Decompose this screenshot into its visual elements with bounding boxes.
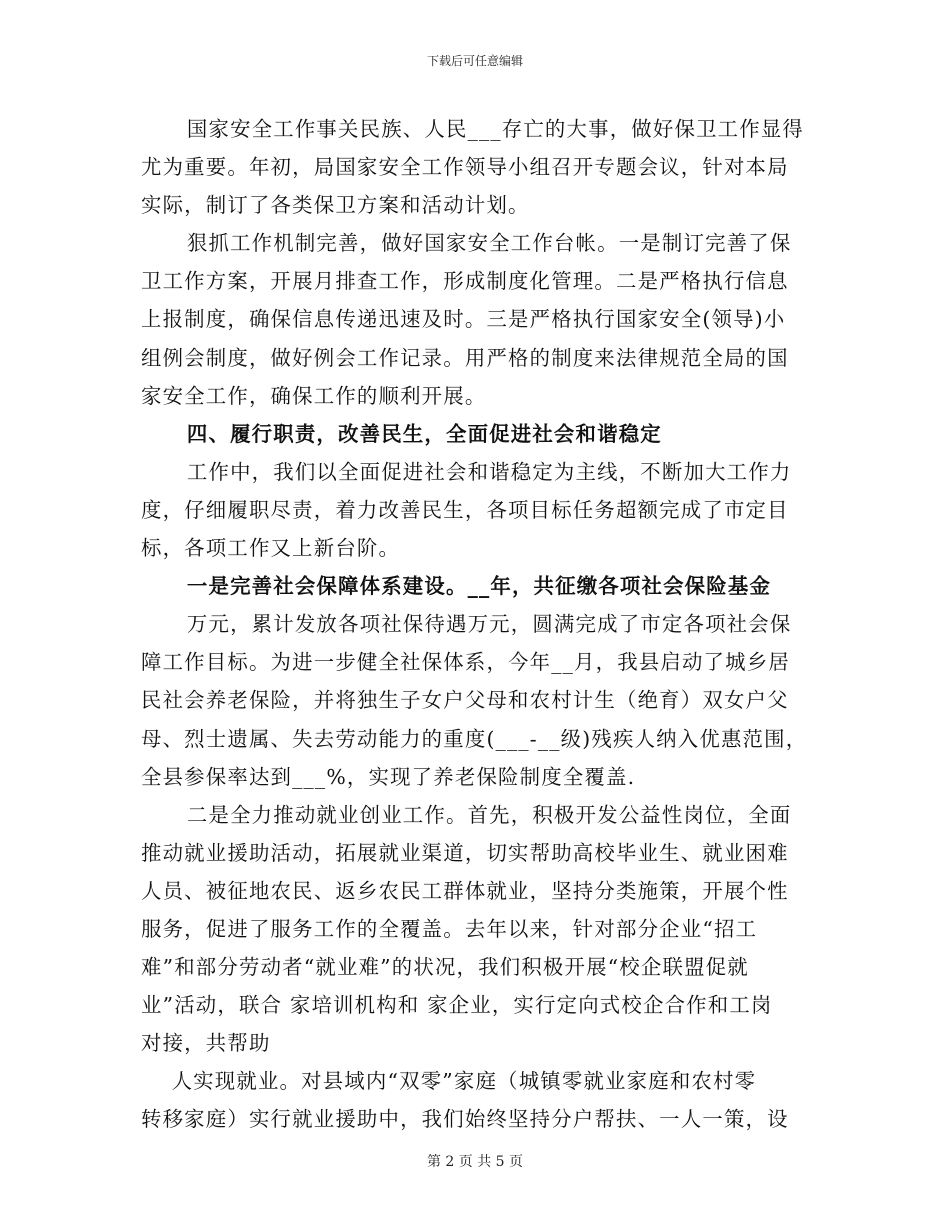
paragraph-work-mechanism xyxy=(141,224,811,414)
text-line: 二是全力推动就业创业工作。首先，积极开发公益性岗位，全面 xyxy=(186,802,792,827)
document-body xyxy=(141,110,811,1139)
text-line: 工作中，我们以全面促进社会和谐稳定为主线，不断加大工作力 xyxy=(186,459,792,484)
text-line: 障工作目标。为进一步健全社保体系，今年__月，我县启动了城乡居 xyxy=(141,650,790,675)
text-line: 转移家庭）实行就业援助中，我们始终坚持分户帮扶、一人一策，设 xyxy=(141,1107,789,1132)
subheading-social-security xyxy=(141,567,811,605)
text-line: 人实现就业。对县域内“双零”家庭（城镇零就业家庭和农村零 xyxy=(171,1069,757,1094)
text-line: 对接，共帮助 xyxy=(141,1031,271,1056)
heading-line: 一是完善社会保障体系建设。__年，共征缴各项社会保险基金 xyxy=(186,574,772,599)
section-heading-four xyxy=(141,415,811,453)
text-line: 全县参保率达到___%，实现了养老保险制度全覆盖. xyxy=(141,764,636,789)
text-line: 母、烈士遗属、失去劳动能力的重度(___-__级)残疾人纳入优惠范围， xyxy=(141,726,808,751)
paragraph-security-intro xyxy=(141,110,811,224)
text-line: 尤为重要。年初，局国家安全工作领导小组召开专题会议，针对本局 xyxy=(141,155,789,180)
text-line: 万元，累计发放各项社保待遇万元，圆满完成了市定各项社会保 xyxy=(186,612,792,637)
page-header: 下载后可任意编辑 xyxy=(426,54,523,68)
text-line: 实际，制订了各类保卫方案和活动计划。 xyxy=(141,193,530,218)
text-line: 上报制度，确保信息传递迅速及时。三是严格执行国家安全(领导)小 xyxy=(141,307,786,332)
text-line: 卫工作方案，开展月排查工作，形成制度化管理。二是严格执行信息 xyxy=(141,269,789,294)
text-line: 国家安全工作事关民族、人民___存亡的大事，做好保卫工作显得 xyxy=(186,117,805,141)
text-line: 家安全工作，确保工作的顺利开展。 xyxy=(141,383,487,408)
text-line: 标，各项工作又上新台阶。 xyxy=(141,536,401,561)
page-footer: 第 2 页 共 5 页 xyxy=(426,1154,524,1170)
text-line: 推动就业援助活动，拓展就业渠道，切实帮助高校毕业生、就业困难 xyxy=(141,840,789,865)
paragraph-employment xyxy=(141,796,811,1063)
text-line: 度，仔细履职尽责，着力改善民生，各项目标任务超额完成了市定目 xyxy=(141,497,789,522)
paragraph-double-zero-families xyxy=(141,1062,811,1138)
text-line: 难”和部分劳动者“就业难”的状况，我们积极开展“校企联盟促就 xyxy=(141,955,749,980)
heading-line: 四、履行职责，改善民生，全面促进社会和谐稳定 xyxy=(186,421,662,446)
text-line: 业”活动，联合 家培训机构和 家企业，实行定向式校企合作和工岗 xyxy=(141,993,773,1018)
text-line: 民社会养老保险，并将独生子女户父母和农村计生（绝育）双女户父 xyxy=(141,688,789,713)
text-line: 服务，促进了服务工作的全覆盖。去年以来，针对部分企业“招工 xyxy=(141,916,758,941)
text-line: 组例会制度，做好例会工作记录。用严格的制度来法律规范全局的国 xyxy=(141,345,789,370)
paragraph-social-security xyxy=(141,605,811,795)
text-line: 人员、被征地农民、返乡农民工群体就业，坚持分类施策，开展个性 xyxy=(141,878,789,903)
paragraph-work-overview xyxy=(141,453,811,567)
text-line: 狠抓工作机制完善，做好国家安全工作台帐。一是制订完善了保 xyxy=(186,231,792,256)
